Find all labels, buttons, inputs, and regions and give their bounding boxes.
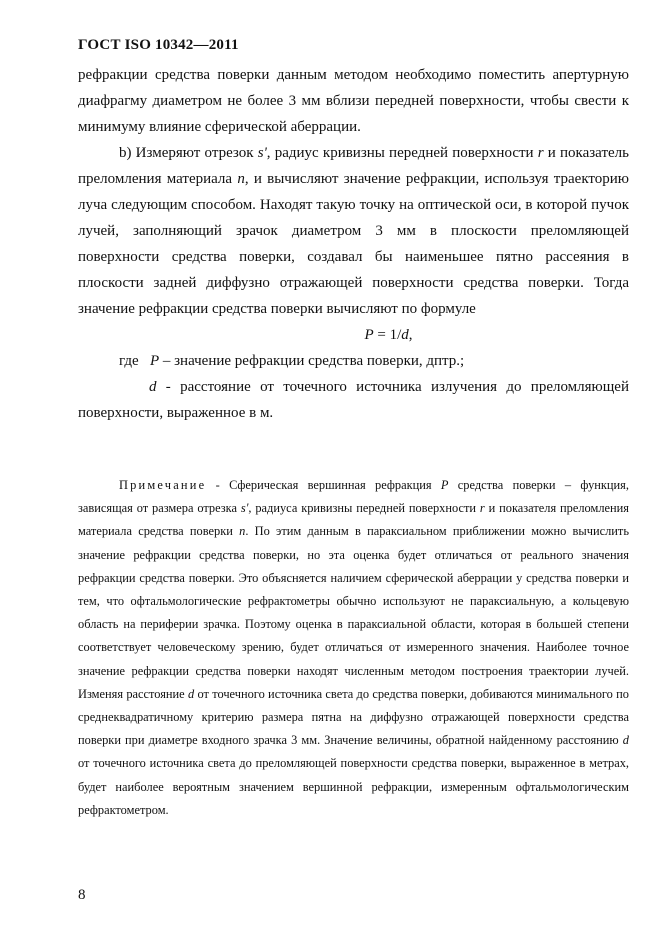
note-var-n: n: [239, 524, 246, 539]
note-label: Примечание: [119, 478, 207, 492]
where-prefix: где: [119, 353, 150, 369]
paragraph-continuation: рефракции средства поверки данным методом необходимо поместить апертурную диафрагму диаметром не более 3 мм вблизи передней поверхности, чтобы свести к минимуму влияние сферической аберрации.: [78, 67, 629, 135]
formula-d: d: [401, 327, 409, 343]
formula: [78, 322, 629, 348]
note-text: . По этим данным в параксиальном приближении можно вычислить значение рефракции средства поверки, но эта оценка будет отличаться от реального значения рефракции средства поверки. Это объясняется наличием сферической аберрации у средства поверки и тем, что офтальмологические рефрактометры обычно используют не параксиальную, а кольцевую область на периферии зрачка. Поэтому оценка в параксиальной области, которая в большей степени соответствует человеческому зрению, будет отличаться от измеренного значения. Наиболее точное значение рефракции средства поверки находят численным методом построения траектории лучей. Изменяя расстояние: [78, 524, 629, 701]
note-text: и показателя преломления материала средства поверки: [78, 501, 629, 539]
document-header: ГОСТ ISO 10342—2011: [78, 37, 239, 53]
note-text: от точечного источника света до преломляющей поверхности средства поверки, выраженное в метрах, будет наиболее вероятным значением вершинной рефракции, измеренным офтальмологическим рефрактометром.: [78, 756, 629, 817]
note-var-d: d: [187, 686, 195, 701]
note-text: средства поверки – функция, зависящая от размера отрезка: [78, 478, 629, 516]
page-number: 8: [78, 887, 86, 903]
main-text: [78, 62, 629, 426]
formula-end: ,: [408, 327, 413, 343]
variable-s: s': [257, 145, 267, 161]
text-span: , и вычисляют значение рефракции, используя траекторию луча следующим способом. Находят такую точку на оптической оси, в которой пучок лучей, заполняющий зрачок диаметром 3 мм в плоскости преломляющей поверхности средства поверки, создавал бы наименьшее пятно рассеяния в плоскости задней диффузно отражающей поверхности средства поверки. Тогда значение рефракции средства поверки вычисляют по формуле: [78, 171, 630, 317]
note-paragraph: [78, 474, 629, 822]
note-text: от точечного источника света до средства поверки, добиваются минимального по среднеквадратичному критерию размера пятна на диффузно отражающей поверхности средства поверки при диаметре входного зрачка 3 мм. Значение величины, обратной найденному расстоянию: [78, 686, 629, 748]
note-var-d: d: [622, 733, 629, 748]
variable-r: r: [537, 145, 544, 161]
formula-P: P: [364, 327, 374, 343]
text-span: и показатель преломления материала: [78, 145, 629, 187]
note-var-s: s': [240, 501, 249, 516]
note-var-r: r: [479, 501, 485, 516]
d-definition: [78, 374, 629, 426]
formula-eq: = 1/: [373, 327, 402, 343]
note-var-P: P: [440, 478, 449, 492]
variable-n: n: [237, 171, 245, 187]
def-text: - расстояние от точечного источника излучения до преломляющей поверхности, выраженное в м.: [78, 379, 629, 421]
note-text: - Сферическая вершинная рефракция: [206, 478, 441, 492]
where-text: – значение рефракции средства поверки, дптр.;: [159, 353, 465, 369]
def-var-d: d: [149, 379, 157, 395]
where-var-P: P: [149, 353, 160, 369]
paragraph-b: [78, 140, 629, 322]
text-span: , радиус кривизны передней поверхности: [266, 145, 538, 161]
where-P-definition: [78, 348, 629, 374]
note-block: [78, 474, 629, 822]
note-text: , радиуса кривизны передней поверхности: [248, 501, 480, 516]
text-span: b) Измеряют отрезок: [119, 145, 258, 161]
